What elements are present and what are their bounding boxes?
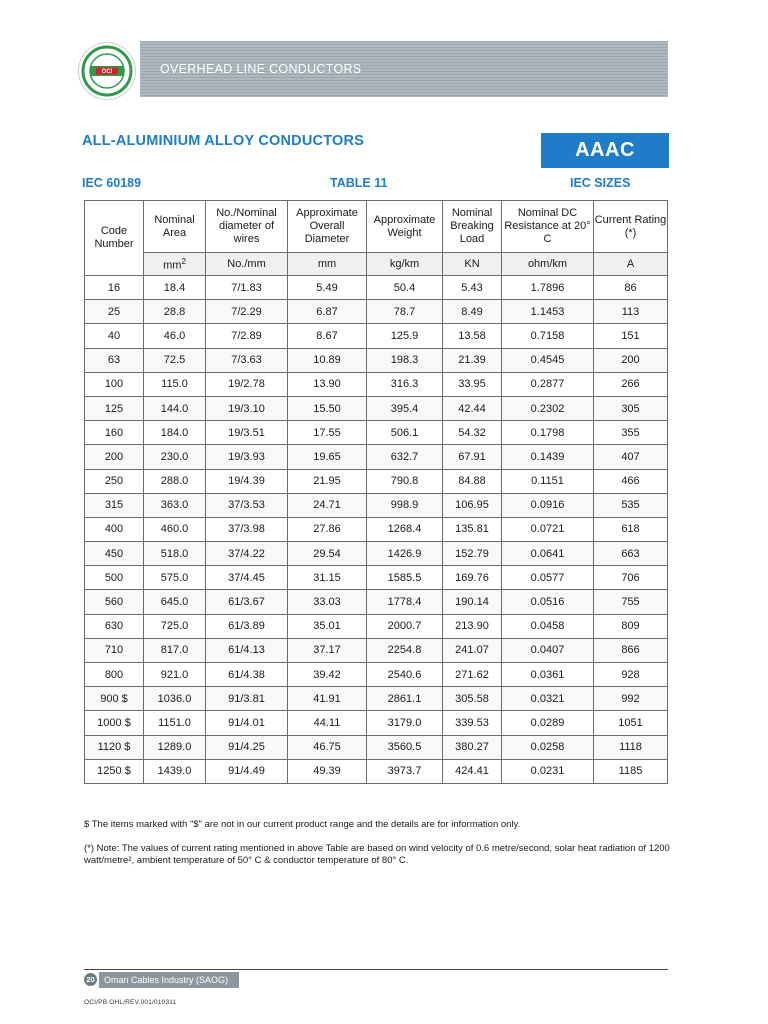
- column-header: Current Rating (*): [594, 201, 668, 253]
- table-cell: 380.27: [443, 735, 502, 759]
- table-cell: 213.90: [443, 614, 502, 638]
- table-cell: 190.14: [443, 590, 502, 614]
- table-cell: 618: [594, 517, 668, 541]
- table-cell: 518.0: [144, 542, 206, 566]
- table-cell: 1268.4: [367, 517, 443, 541]
- table-row: [85, 421, 668, 445]
- table-row: [85, 493, 668, 517]
- table-cell: 355: [594, 421, 668, 445]
- table-cell: 50.4: [367, 276, 443, 300]
- table-cell: 19/3.93: [206, 445, 288, 469]
- table-cell: 575.0: [144, 566, 206, 590]
- table-cell: 106.95: [443, 493, 502, 517]
- table-cell: 241.07: [443, 638, 502, 662]
- table-body: [85, 276, 668, 784]
- table-cell: 67.91: [443, 445, 502, 469]
- table-row: [85, 372, 668, 396]
- table-cell: 5.43: [443, 276, 502, 300]
- page-title: ALL-ALUMINIUM ALLOY CONDUCTORS: [82, 133, 365, 149]
- table-cell: 49.39: [288, 759, 367, 783]
- table-cell: 0.0258: [502, 735, 594, 759]
- table-cell: 271.62: [443, 663, 502, 687]
- unit-cell: kg/km: [367, 253, 443, 276]
- table-row: [85, 324, 668, 348]
- table-cell: 725.0: [144, 614, 206, 638]
- table-row: [85, 735, 668, 759]
- table-cell: 13.58: [443, 324, 502, 348]
- table-cell: 998.9: [367, 493, 443, 517]
- conductor-spec-table: [84, 200, 668, 784]
- table-cell: 29.54: [288, 542, 367, 566]
- unit-cell: mm: [288, 253, 367, 276]
- conductor-code-badge: [541, 133, 669, 168]
- table-cell: 0.0231: [502, 759, 594, 783]
- table-cell: 37.17: [288, 638, 367, 662]
- table-cell: 39.42: [288, 663, 367, 687]
- table-cell: 0.0721: [502, 517, 594, 541]
- table-cell: 61/4.38: [206, 663, 288, 687]
- table-label: TABLE 11: [330, 176, 388, 190]
- table-cell: 19/3.51: [206, 421, 288, 445]
- table-cell: 424.41: [443, 759, 502, 783]
- table-units-row: [85, 253, 668, 276]
- table-cell: 0.0577: [502, 566, 594, 590]
- table-cell: 407: [594, 445, 668, 469]
- table-cell: 506.1: [367, 421, 443, 445]
- table-cell: 0.2877: [502, 372, 594, 396]
- table-cell: 2861.1: [367, 687, 443, 711]
- table-cell: 7/1.83: [206, 276, 288, 300]
- unit-cell: KN: [443, 253, 502, 276]
- table-cell: 21.95: [288, 469, 367, 493]
- table-cell: 706: [594, 566, 668, 590]
- table-cell: 35.01: [288, 614, 367, 638]
- table-cell: 160: [85, 421, 144, 445]
- table-row: [85, 590, 668, 614]
- table-cell: 17.55: [288, 421, 367, 445]
- table-cell: 0.0361: [502, 663, 594, 687]
- table-cell: 1000 $: [85, 711, 144, 735]
- table-cell: 0.0916: [502, 493, 594, 517]
- table-cell: 42.44: [443, 396, 502, 420]
- table-cell: 33.95: [443, 372, 502, 396]
- table-cell: 19/4.39: [206, 469, 288, 493]
- table-cell: 1778.4: [367, 590, 443, 614]
- table-cell: 0.0458: [502, 614, 594, 638]
- table-row: [85, 300, 668, 324]
- table-cell: 8.67: [288, 324, 367, 348]
- product-range-note: $ The items marked with "$" are not in our current product range and the details are for information only.: [84, 819, 521, 830]
- table-row: [85, 566, 668, 590]
- table-cell: 44.11: [288, 711, 367, 735]
- table-row: [85, 663, 668, 687]
- table-cell: 1289.0: [144, 735, 206, 759]
- table-row: [85, 445, 668, 469]
- table-cell: 27.86: [288, 517, 367, 541]
- table-cell: 0.1439: [502, 445, 594, 469]
- table-cell: 790.8: [367, 469, 443, 493]
- table-cell: 41.91: [288, 687, 367, 711]
- table-row: [85, 469, 668, 493]
- table-cell: 63: [85, 348, 144, 372]
- table-header-row: [85, 201, 668, 253]
- table-cell: 8.49: [443, 300, 502, 324]
- table-cell: 900 $: [85, 687, 144, 711]
- column-header: Nominal DC Resistance at 20° C: [502, 201, 594, 253]
- table-cell: 0.2302: [502, 396, 594, 420]
- table-cell: 3560.5: [367, 735, 443, 759]
- logo-text: OCI: [101, 69, 113, 76]
- table-cell: 15.50: [288, 396, 367, 420]
- table-cell: 2254.8: [367, 638, 443, 662]
- table-cell: 0.4545: [502, 348, 594, 372]
- column-header: Nominal Area: [144, 201, 206, 253]
- column-header: Code Number: [85, 201, 144, 276]
- table-cell: 645.0: [144, 590, 206, 614]
- table-cell: 535: [594, 493, 668, 517]
- table-cell: 450: [85, 542, 144, 566]
- table-cell: 305: [594, 396, 668, 420]
- table-cell: 928: [594, 663, 668, 687]
- table-cell: 2540.6: [367, 663, 443, 687]
- table-cell: 400: [85, 517, 144, 541]
- table-cell: 200: [594, 348, 668, 372]
- table-cell: 115.0: [144, 372, 206, 396]
- table-cell: 395.4: [367, 396, 443, 420]
- unit-cell: A: [594, 253, 668, 276]
- table-cell: 31.15: [288, 566, 367, 590]
- table-cell: 86: [594, 276, 668, 300]
- table-cell: 113: [594, 300, 668, 324]
- table-cell: 7/3.63: [206, 348, 288, 372]
- current-rating-note: (*) Note: The values of current rating mentioned in above Table are based on wind velocity of 0.6 metre/second, solar heat radiation of 1200 watt/metre², ambient temperature of 50° C & conductor temperature of 80° C.: [84, 843, 670, 866]
- table-cell: 46.0: [144, 324, 206, 348]
- column-header: Approximate Weight: [367, 201, 443, 253]
- table-cell: 7/2.29: [206, 300, 288, 324]
- table-cell: 1151.0: [144, 711, 206, 735]
- table-cell: 2000.7: [367, 614, 443, 638]
- table-cell: 18.4: [144, 276, 206, 300]
- table-row: [85, 542, 668, 566]
- table-cell: 198.3: [367, 348, 443, 372]
- table-cell: 135.81: [443, 517, 502, 541]
- table-cell: 37/3.53: [206, 493, 288, 517]
- table-cell: 19.65: [288, 445, 367, 469]
- table-cell: 72.5: [144, 348, 206, 372]
- table-cell: 25: [85, 300, 144, 324]
- table-cell: 710: [85, 638, 144, 662]
- company-logo: [79, 43, 135, 99]
- table-row: [85, 638, 668, 662]
- table-cell: 1439.0: [144, 759, 206, 783]
- table-cell: 6.87: [288, 300, 367, 324]
- table-cell: 3973.7: [367, 759, 443, 783]
- table-cell: 78.7: [367, 300, 443, 324]
- table-cell: 13.90: [288, 372, 367, 396]
- table-cell: 37/4.22: [206, 542, 288, 566]
- table-cell: 1118: [594, 735, 668, 759]
- table-cell: 61/4.13: [206, 638, 288, 662]
- table-cell: 37/3.98: [206, 517, 288, 541]
- table-cell: 1036.0: [144, 687, 206, 711]
- table-cell: 230.0: [144, 445, 206, 469]
- table-cell: 363.0: [144, 493, 206, 517]
- table-cell: 1250 $: [85, 759, 144, 783]
- standard-label: IEC 60189: [82, 176, 142, 190]
- footer-divider: [84, 969, 668, 970]
- table-cell: 144.0: [144, 396, 206, 420]
- table-cell: 315: [85, 493, 144, 517]
- table-cell: 91/3.81: [206, 687, 288, 711]
- table-cell: 61/3.89: [206, 614, 288, 638]
- table-row: [85, 759, 668, 783]
- table-cell: 54.32: [443, 421, 502, 445]
- table-cell: 992: [594, 687, 668, 711]
- table-cell: 24.71: [288, 493, 367, 517]
- table-cell: 169.76: [443, 566, 502, 590]
- table-cell: 466: [594, 469, 668, 493]
- table-cell: 7/2.89: [206, 324, 288, 348]
- table-cell: 0.0407: [502, 638, 594, 662]
- unit-cell: No./mm: [206, 253, 288, 276]
- document-reference: OCI/PB OHL/REV.001/010311: [84, 999, 177, 1006]
- table-cell: 800: [85, 663, 144, 687]
- table-cell: 91/4.01: [206, 711, 288, 735]
- table-cell: 91/4.49: [206, 759, 288, 783]
- table-cell: 305.58: [443, 687, 502, 711]
- logo-emblem-icon: [79, 43, 135, 99]
- table-cell: 921.0: [144, 663, 206, 687]
- conductor-code-label: AAAC: [575, 139, 635, 161]
- page-number: 20: [84, 973, 97, 986]
- table-cell: 339.53: [443, 711, 502, 735]
- table-cell: 0.1798: [502, 421, 594, 445]
- table-cell: 5.49: [288, 276, 367, 300]
- table-cell: 84.88: [443, 469, 502, 493]
- table-cell: 250: [85, 469, 144, 493]
- table-cell: 21.39: [443, 348, 502, 372]
- table-cell: 61/3.67: [206, 590, 288, 614]
- table-cell: 10.89: [288, 348, 367, 372]
- table-cell: 152.79: [443, 542, 502, 566]
- column-header: No./Nominal diameter of wires: [206, 201, 288, 253]
- table-cell: 40: [85, 324, 144, 348]
- table-cell: 125: [85, 396, 144, 420]
- table-cell: 19/2.78: [206, 372, 288, 396]
- table-row: [85, 687, 668, 711]
- table-cell: 200: [85, 445, 144, 469]
- table-row: [85, 614, 668, 638]
- table-row: [85, 348, 668, 372]
- table-row: [85, 711, 668, 735]
- sizes-label: IEC SIZES: [570, 176, 631, 190]
- table-cell: 460.0: [144, 517, 206, 541]
- table-cell: 28.8: [144, 300, 206, 324]
- table-cell: 46.75: [288, 735, 367, 759]
- table-cell: 0.7158: [502, 324, 594, 348]
- table-cell: 266: [594, 372, 668, 396]
- table-cell: 0.1151: [502, 469, 594, 493]
- table-cell: 1.1453: [502, 300, 594, 324]
- table-cell: 16: [85, 276, 144, 300]
- column-header: Approximate Overall Diameter: [288, 201, 367, 253]
- column-header: Nominal Breaking Load: [443, 201, 502, 253]
- table-cell: 866: [594, 638, 668, 662]
- table-cell: 500: [85, 566, 144, 590]
- table-row: [85, 276, 668, 300]
- table-cell: 37/4.45: [206, 566, 288, 590]
- table-cell: 632.7: [367, 445, 443, 469]
- table-cell: 125.9: [367, 324, 443, 348]
- table-row: [85, 396, 668, 420]
- table-cell: 1426.9: [367, 542, 443, 566]
- table-cell: 755: [594, 590, 668, 614]
- table-cell: 809: [594, 614, 668, 638]
- table-cell: 1585.5: [367, 566, 443, 590]
- table-cell: 560: [85, 590, 144, 614]
- table-cell: 19/3.10: [206, 396, 288, 420]
- table-cell: 91/4.25: [206, 735, 288, 759]
- table-cell: 663: [594, 542, 668, 566]
- table-cell: 100: [85, 372, 144, 396]
- unit-cell: $mm^2$: [144, 253, 206, 276]
- table-cell: 1051: [594, 711, 668, 735]
- section-title: OVERHEAD LINE CONDUCTORS: [160, 62, 362, 76]
- table-cell: 316.3: [367, 372, 443, 396]
- table-cell: 0.0641: [502, 542, 594, 566]
- table-cell: 630: [85, 614, 144, 638]
- table-cell: 184.0: [144, 421, 206, 445]
- footer-company: Oman Cables Industry (SAOG): [99, 972, 239, 988]
- table-cell: 0.0289: [502, 711, 594, 735]
- table-cell: 1120 $: [85, 735, 144, 759]
- table-cell: 817.0: [144, 638, 206, 662]
- table-cell: 151: [594, 324, 668, 348]
- table-cell: 3179.0: [367, 711, 443, 735]
- table-cell: 288.0: [144, 469, 206, 493]
- table-row: [85, 517, 668, 541]
- table-cell: 1185: [594, 759, 668, 783]
- table-cell: 0.0321: [502, 687, 594, 711]
- table-cell: 0.0516: [502, 590, 594, 614]
- table-cell: 1.7896: [502, 276, 594, 300]
- table-cell: 33.03: [288, 590, 367, 614]
- unit-cell: ohm/km: [502, 253, 594, 276]
